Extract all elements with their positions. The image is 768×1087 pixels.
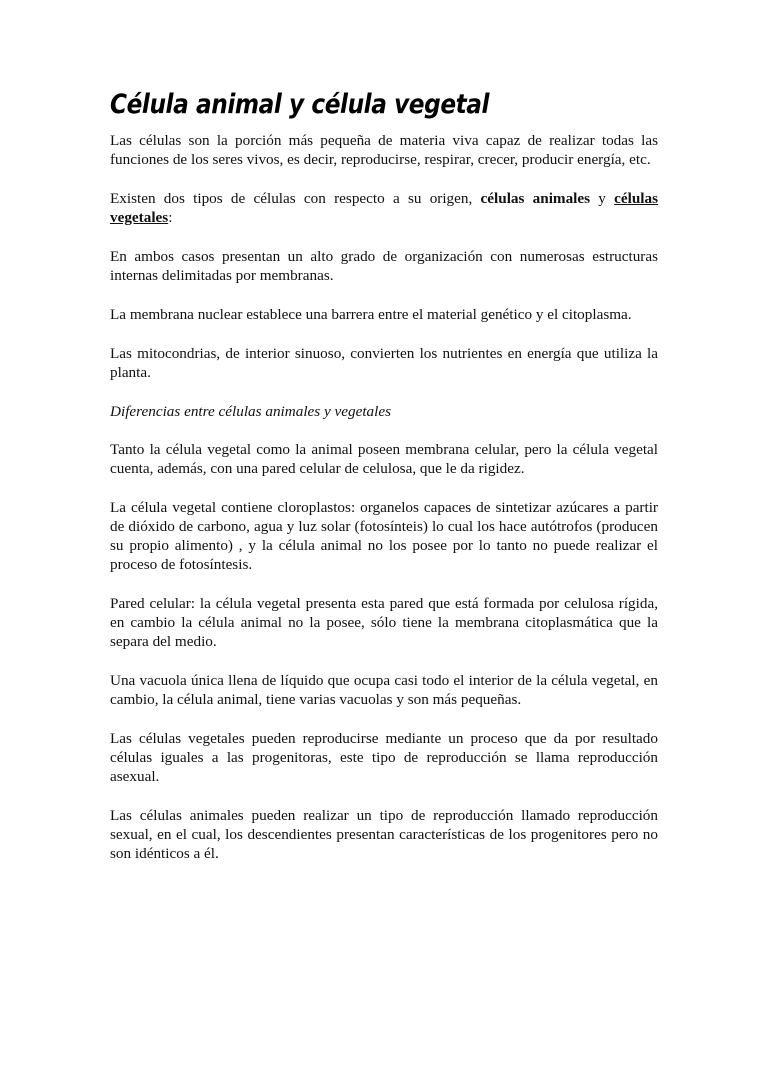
chloroplasts-paragraph: La célula vegetal contiene cloroplastos: organelos capaces de sintetizar azúcares a partir de dióxido de carbono, agua y luz solar (fotosínteis) lo cual los hace autótrofos (producen su propio alimento) , y la célula animal no los posee por lo tanto no puede realizar el proceso de fotosíntesis. [110, 499, 658, 573]
intro-paragraph: Las células son la porción más pequeña de materia viva capaz de realizar todas las funciones de los seres vivos, es decir, reproducirse, respirar, crecer, producir energía, etc. [110, 132, 658, 168]
differences-heading: Diferencias entre células animales y vegetales [110, 403, 392, 420]
document-page [110, 86, 658, 883]
vacuole-paragraph: Una vacuola única llena de líquido que ocupa casi todo el interior de la célula vegetal, en cambio, la célula animal, tiene varias vacuolas y son más pequeñas. [110, 672, 658, 708]
plant-cells-term: células vegetales [110, 190, 659, 226]
asexual-reproduction-paragraph: Las células vegetales pueden reproducirse mediante un proceso que da por resultado células iguales a las progenitoras, este tipo de reproducción se llama reproducción asexual. [110, 730, 658, 785]
cell-membrane-paragraph: Tanto la célula vegetal como la animal poseen membrana celular, pero la célula vegetal cuenta, además, con una pared celular de celulosa, que le da rigidez. [110, 441, 658, 477]
nuclear-membrane-paragraph: La membrana nuclear establece una barrera entre el material genético y el citoplasma. [110, 306, 632, 323]
cell-types-connector: y [590, 190, 615, 207]
sexual-reproduction-paragraph: Las células animales pueden realizar un tipo de reproducción llamado reproducción sexual, en el cual, los descendientes presentan características de los progenitores pero no son idénticos a él. [110, 807, 658, 862]
organization-paragraph: En ambos casos presentan un alto grado de organización con numerosas estructuras internas delimitadas por membranas. [110, 248, 658, 284]
mitochondria-paragraph: Las mitocondrias, de interior sinuoso, convierten los nutrientes en energía que utiliza la planta. [110, 345, 658, 381]
cell-wall-paragraph: Pared celular: la célula vegetal presenta esta pared que está formada por celulosa rígida, en cambio la célula animal no la posee, sólo tiene la membrana citoplasmática que la separa del medio. [110, 595, 658, 650]
cell-types-text: Existen dos tipos de células con respecto a su origen, [110, 190, 481, 207]
document-title: Célula animal y célula vegetal [110, 89, 490, 120]
animal-cells-term: células animales [480, 190, 591, 207]
cell-types-paragraph [110, 189, 658, 227]
cell-types-colon: : [168, 209, 173, 226]
